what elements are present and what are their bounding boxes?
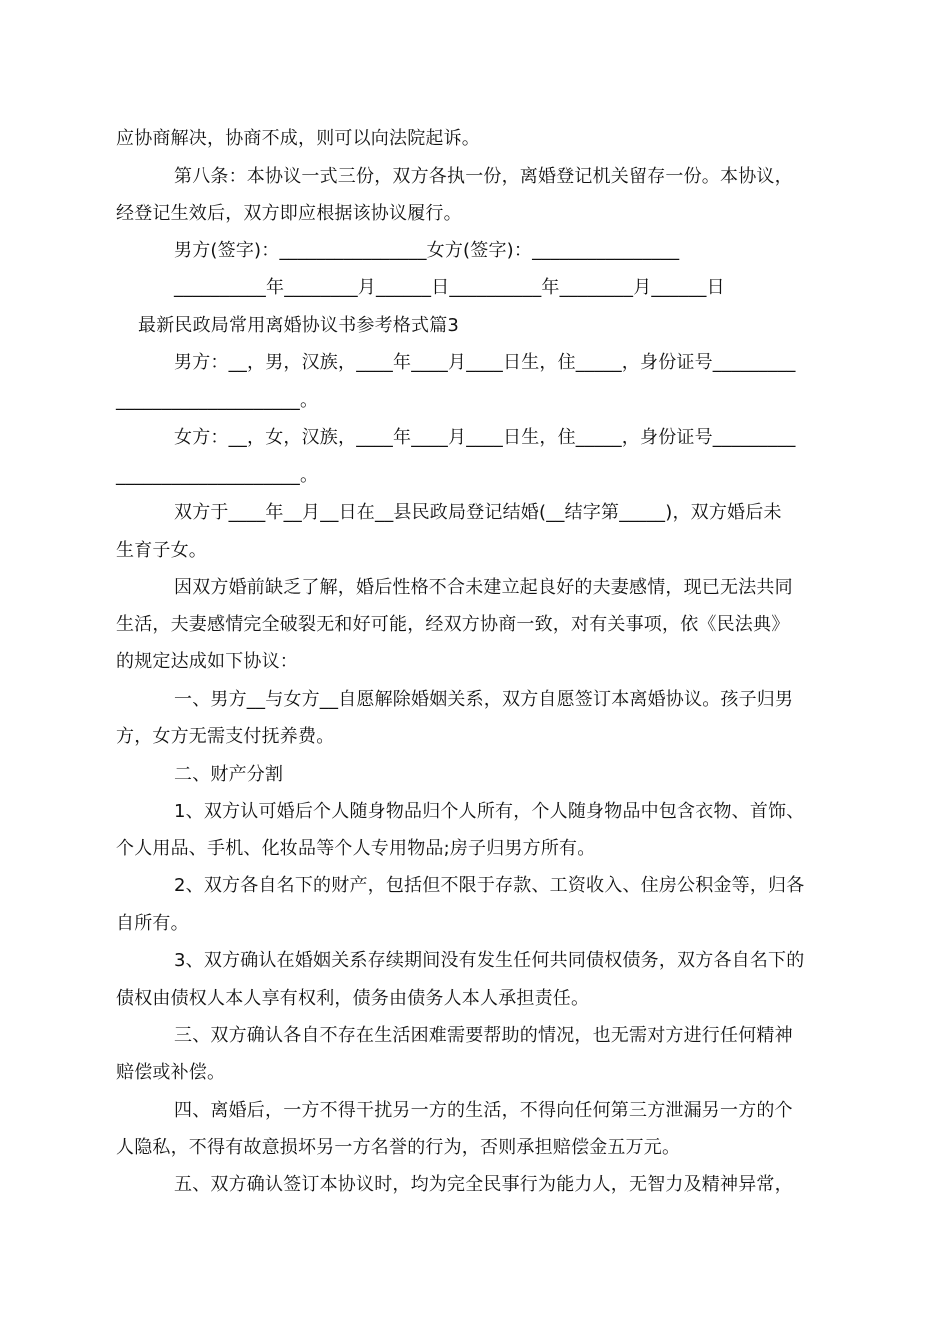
clause-three-line: 三、双方确认各自不存在生活困难需要帮助的情况，也无需对方进行任何精神	[174, 1025, 793, 1046]
paragraph-line: 自所有。	[116, 913, 189, 934]
paragraph-line: 应协商解决，协商不成，则可以向法院起诉。	[116, 128, 480, 149]
paragraph-line: 的规定达成如下协议：	[116, 651, 298, 672]
sub-clause-3-line: 3、双方确认在婚姻关系存续期间没有发生任何共同债权债务，双方各自名下的	[174, 950, 805, 971]
paragraph-line: 个人用品、手机、化妆品等个人专用物品;房子归男方所有。	[116, 838, 596, 859]
section-title: 最新民政局常用离婚协议书参考格式篇3	[138, 315, 460, 336]
sub-clause-2-line: 2、双方各自名下的财产，包括但不限于存款、工资收入、住房公积金等，归各	[174, 875, 805, 896]
clause-two-heading: 二、财产分割	[174, 764, 284, 785]
paragraph-line: 人隐私，不得有故意损坏另一方名誉的行为，否则承担赔偿金五万元。	[116, 1137, 681, 1158]
clause-five-line: 五、双方确认签订本协议时，均为完全民事行为能力人，无智力及精神异常，	[174, 1174, 793, 1195]
paragraph-line: 赔偿或补偿。	[116, 1062, 226, 1083]
paragraph-line: ____________________。	[116, 390, 319, 411]
male-party-line: 男方：__，男，汉族，____年____月____日生，住_____，身份证号_________	[174, 352, 796, 373]
sub-clause-1-line: 1、双方认可婚后个人随身物品归个人所有，个人随身物品中包含衣物、首饰、	[174, 801, 805, 822]
marriage-registration-line: 双方于____年__月__日在__县民政局登记结婚(__结字第_____)，双方婚后未	[174, 502, 782, 523]
signature-line: 男方(签字)：________________女方(签字)：________________	[174, 240, 680, 261]
article-eight-line: 第八条：本协议一式三份，双方各执一份，离婚登记机关留存一份。本协议，	[174, 166, 793, 187]
paragraph-line: 方，女方无需支付抚养费。	[116, 726, 335, 747]
clause-one-line: 一、男方__与女方__自愿解除婚姻关系，双方自愿签订本离婚协议。孩子归男	[174, 689, 794, 710]
date-line: __________年________月______日__________年________月______日	[174, 277, 725, 298]
paragraph-line: 生活，夫妻感情完全破裂无和好可能，经双方协商一致，对有关事项，依《民法典》	[116, 614, 790, 635]
paragraph-line: 因双方婚前缺乏了解，婚后性格不合未建立起良好的夫妻感情，现已无法共同	[174, 577, 793, 598]
female-party-line: 女方：__，女，汉族，____年____月____日生，住_____，身份证号_________	[174, 427, 796, 448]
paragraph-line: 生育子女。	[116, 540, 207, 561]
paragraph-line: ____________________。	[116, 465, 319, 486]
paragraph-line: 经登记生效后，双方即应根据该协议履行。	[116, 203, 462, 224]
clause-four-line: 四、离婚后，一方不得干扰另一方的生活，不得向任何第三方泄漏另一方的个	[174, 1100, 793, 1121]
paragraph-line: 债权由债权人本人享有权利，债务由债务人本人承担责任。	[116, 988, 590, 1009]
